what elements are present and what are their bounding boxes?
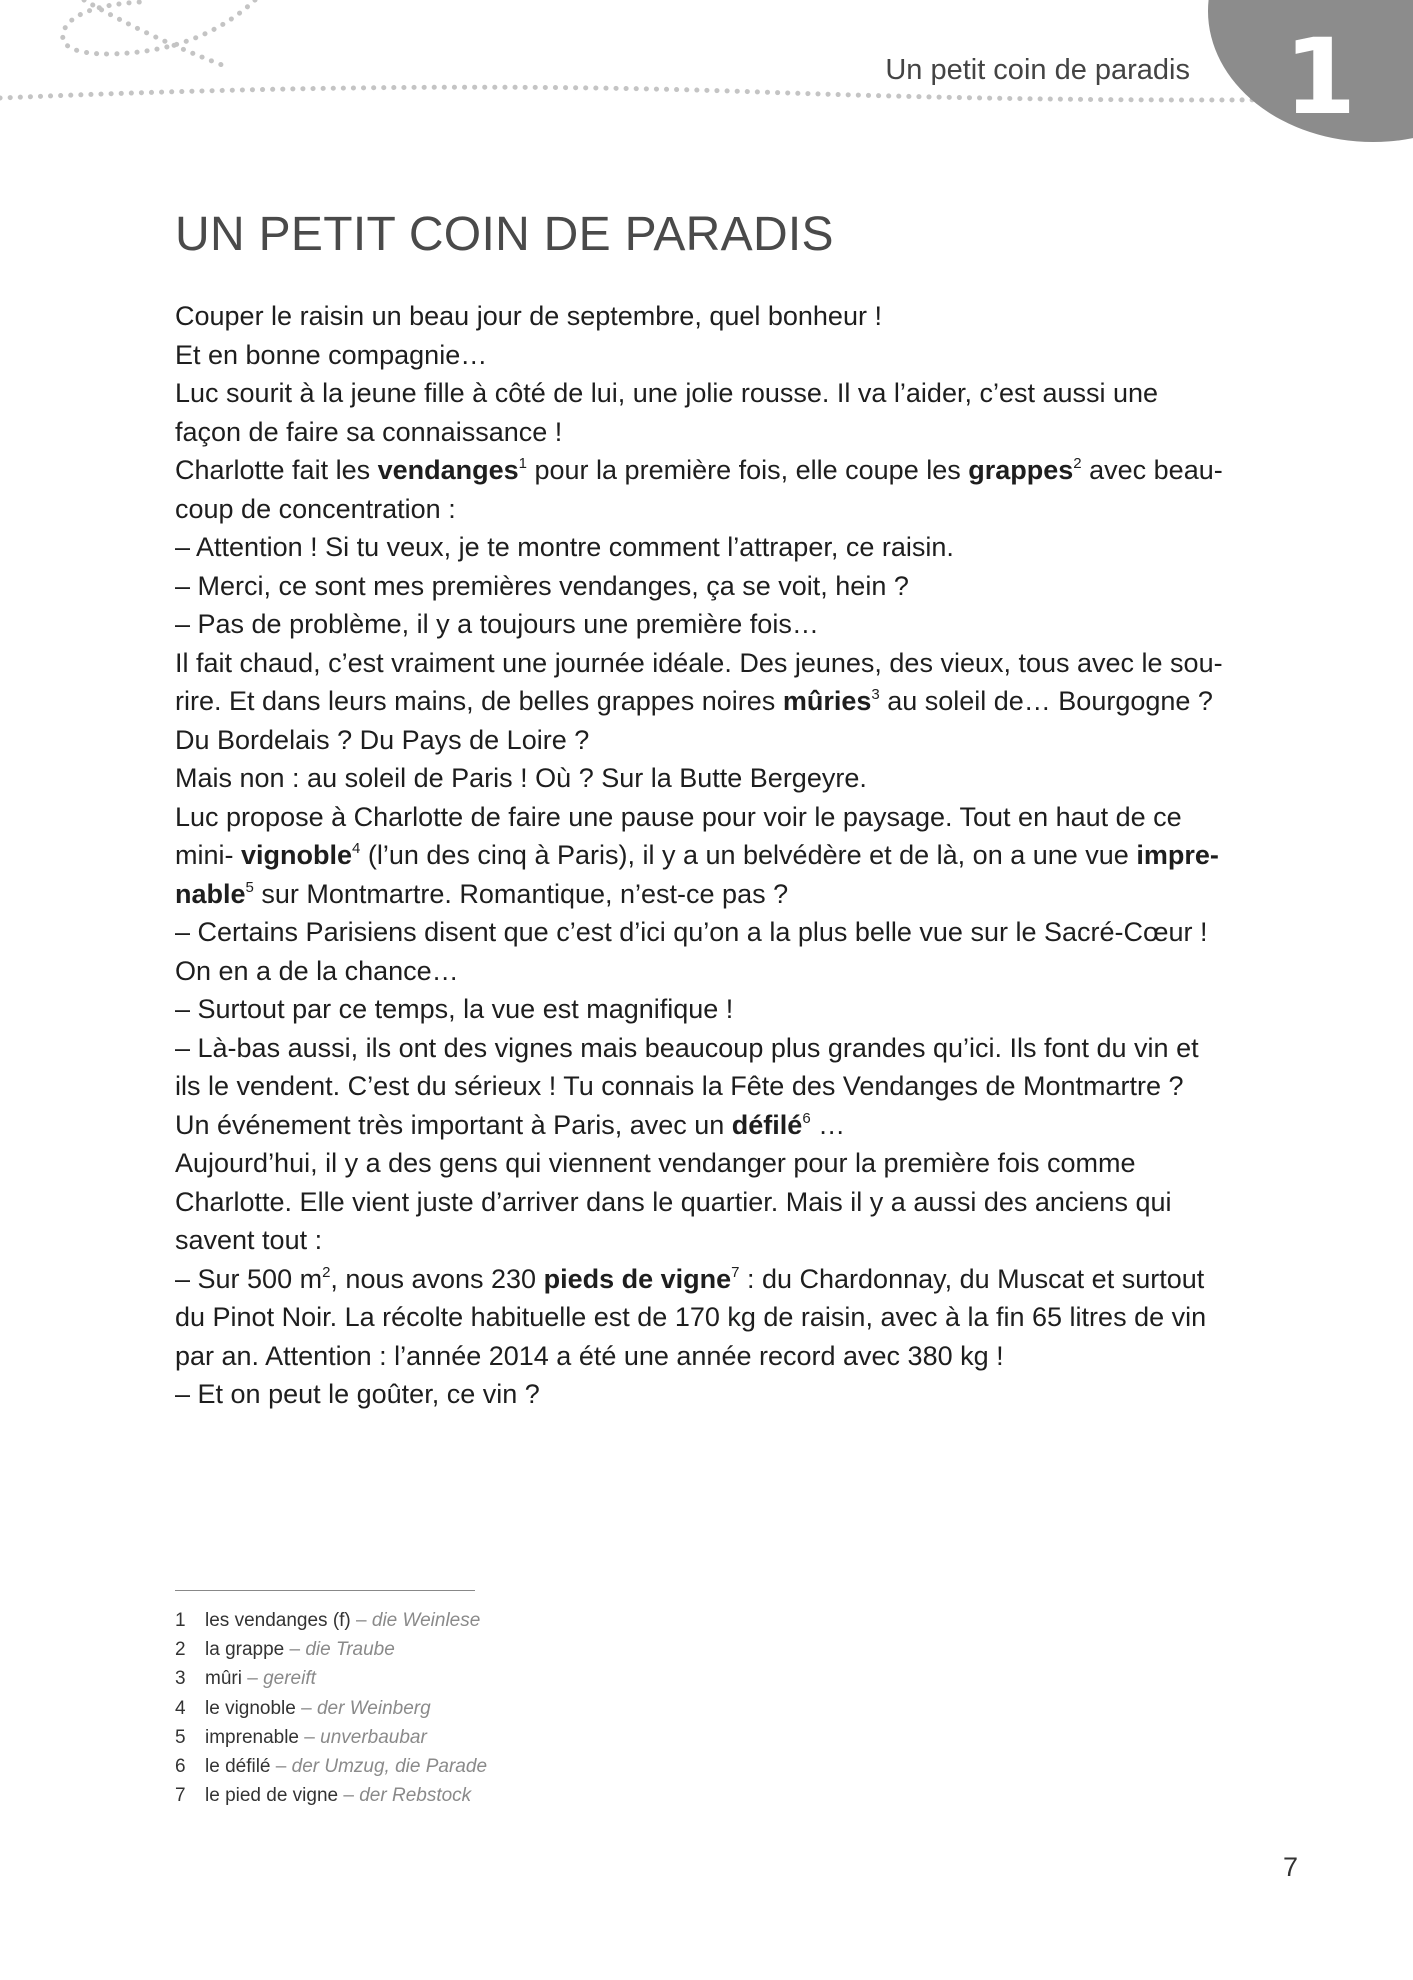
footnote-marker: 5 bbox=[245, 878, 254, 896]
text-run: Aujourd’hui, il y a des gens qui viennent vendanger pour la première fois comme bbox=[175, 1148, 1136, 1178]
body-line bbox=[175, 798, 1295, 837]
glossary-term: impre- bbox=[1136, 840, 1219, 870]
footnote-number: 7 bbox=[175, 1785, 186, 1807]
footnote-item bbox=[175, 1781, 487, 1810]
glossary-term: grappes bbox=[968, 455, 1074, 485]
footnote-item bbox=[175, 1723, 487, 1752]
footnote-translation: der Rebstock bbox=[359, 1785, 472, 1807]
footnote-marker: 2 bbox=[1073, 455, 1082, 472]
footnote-translation: gereift bbox=[263, 1668, 316, 1690]
body-line bbox=[175, 952, 1295, 991]
body-line bbox=[175, 605, 1295, 644]
body-line bbox=[175, 1183, 1295, 1222]
footnote-separator: – bbox=[350, 1610, 372, 1631]
text-run: – Surtout par ce temps, la vue est magnifique ! bbox=[175, 994, 734, 1024]
running-head: Un petit coin de paradis bbox=[885, 54, 1190, 86]
text-run: Il fait chaud, c’est vraiment une journée idéale. Des jeunes, des vieux, tous avec le sou- bbox=[175, 647, 1223, 678]
text-run: pour la première fois, elle coupe les bbox=[527, 455, 969, 485]
footnote-marker: 6 bbox=[802, 1109, 811, 1127]
text-run: … bbox=[810, 1109, 846, 1140]
footnote-number: 5 bbox=[175, 1726, 186, 1748]
text-run: Luc sourit à la jeune fille à côté de lui, une jolie rousse. Il va l’aider, c’est aussi une bbox=[175, 378, 1159, 408]
footnote-term: imprenable bbox=[205, 1726, 299, 1748]
footnote-term: le défilé bbox=[205, 1755, 271, 1777]
footnote-separator: – bbox=[241, 1668, 264, 1690]
body-line bbox=[175, 1106, 1295, 1145]
body-line bbox=[175, 1337, 1295, 1376]
footnote-number: 1 bbox=[175, 1610, 186, 1631]
body-line bbox=[175, 1375, 1295, 1414]
body-line bbox=[175, 875, 1295, 914]
text-run: savent tout : bbox=[175, 1225, 323, 1255]
body-line bbox=[175, 528, 1295, 567]
footnote-marker: 7 bbox=[731, 1263, 740, 1281]
footnote-marker: 4 bbox=[352, 840, 361, 857]
glossary-term: défilé bbox=[731, 1109, 803, 1140]
footnote-separator: – bbox=[338, 1785, 360, 1807]
text-run: – Et on peut le goûter, ce vin ? bbox=[175, 1379, 540, 1409]
body-line bbox=[175, 990, 1295, 1029]
footnote-number: 2 bbox=[175, 1639, 186, 1661]
page-number: 7 bbox=[1282, 1852, 1298, 1882]
text-run: – Merci, ce sont mes premières vendanges, ça se voit, hein ? bbox=[175, 570, 909, 601]
text-run: au soleil de… Bourgogne ? bbox=[879, 686, 1213, 716]
text-run: du Pinot Noir. La récolte habituelle est de 170 kg de raisin, avec à la fin 65 litres de vin bbox=[175, 1302, 1207, 1332]
body-line bbox=[175, 1298, 1295, 1337]
body-line bbox=[175, 913, 1295, 952]
body-line bbox=[175, 644, 1295, 683]
footnote-translation: der Umzug, die Parade bbox=[291, 1755, 488, 1777]
glossary-term: vendanges bbox=[377, 455, 519, 485]
text-run: On en a de la chance… bbox=[175, 955, 459, 986]
text-run: – Attention ! Si tu veux, je te montre comment l’attraper, ce raisin. bbox=[175, 532, 954, 562]
text-run: sur Montmartre. Romantique, n’est-ce pas ? bbox=[253, 878, 789, 909]
footnote-translation: unverbaubar bbox=[320, 1726, 427, 1748]
body-line bbox=[175, 374, 1295, 413]
footnote-number: 6 bbox=[175, 1755, 186, 1777]
text-run: Couper le raisin un beau jour de septembre, quel bonheur ! bbox=[175, 301, 882, 331]
text-run: Et en bonne compagnie… bbox=[175, 339, 488, 370]
text-run: , nous avons 230 bbox=[330, 1263, 544, 1294]
body-line bbox=[175, 567, 1295, 606]
footnote-item bbox=[175, 1752, 487, 1781]
footnote-separator: – bbox=[284, 1639, 306, 1661]
footnote-term: les vendanges (f) bbox=[205, 1610, 351, 1631]
decorative-dotted-swirl bbox=[0, 0, 1413, 150]
body-line bbox=[175, 490, 1295, 529]
text-run: – Pas de problème, il y a toujours une première fois… bbox=[175, 609, 819, 639]
text-run: façon de faire sa connaissance ! bbox=[175, 416, 563, 447]
body-line bbox=[175, 759, 1295, 798]
text-run: mini- bbox=[175, 840, 241, 870]
body-line bbox=[175, 297, 1295, 336]
footnote-number: 3 bbox=[175, 1668, 186, 1690]
body-line bbox=[175, 451, 1295, 490]
footnote-item bbox=[175, 1664, 487, 1693]
text-run: ils le vendent. C’est du sérieux ! Tu connais la Fête des Vendanges de Montmartre ? bbox=[175, 1071, 1184, 1101]
footnote-marker: 2 bbox=[322, 1263, 331, 1281]
text-run: coup de concentration : bbox=[175, 493, 456, 524]
text-run: Charlotte fait les bbox=[175, 455, 378, 485]
footnote-number: 4 bbox=[175, 1697, 186, 1719]
text-run: Du Bordelais ? Du Pays de Loire ? bbox=[175, 724, 590, 755]
footnote-translation: der Weinberg bbox=[316, 1697, 431, 1719]
glossary-term: vignoble bbox=[241, 840, 353, 870]
text-run: Un événement très important à Paris, avec un bbox=[175, 1109, 732, 1140]
body-line bbox=[175, 836, 1295, 875]
footnote-translation: die Weinlese bbox=[371, 1610, 481, 1631]
page-title: UN PETIT COIN DE PARADIS bbox=[175, 208, 834, 261]
text-run: – Certains Parisiens disent que c’est d’ici qu’on a la plus belle vue sur le Sacré-Cœur ! bbox=[175, 917, 1208, 947]
footnote-term: mûri bbox=[205, 1668, 242, 1690]
glossary-term: nable bbox=[175, 878, 246, 909]
footnote-item bbox=[175, 1635, 487, 1664]
footnote-separator: – bbox=[299, 1726, 321, 1748]
text-run: par an. Attention : l’année 2014 a été une année record avec 380 kg ! bbox=[175, 1340, 1004, 1371]
text-run: Mais non : au soleil de Paris ! Où ? Sur la Butte Bergeyre. bbox=[175, 763, 867, 793]
text-run: : du Chardonnay, du Muscat et surtout bbox=[739, 1263, 1205, 1294]
footnote-marker: 3 bbox=[871, 686, 880, 703]
text-run: avec beau- bbox=[1081, 455, 1223, 485]
body-line bbox=[175, 413, 1295, 452]
footnotes bbox=[175, 1606, 487, 1810]
footnote-term: la grappe bbox=[205, 1639, 285, 1661]
footnote-item bbox=[175, 1606, 487, 1635]
text-run: rire. Et dans leurs mains, de belles grappes noires bbox=[175, 686, 783, 716]
text-run: – Là-bas aussi, ils ont des vignes mais beaucoup plus grandes qu’ici. Ils font du vin et bbox=[175, 1032, 1199, 1063]
text-run: Luc propose à Charlotte de faire une pause pour voir le paysage. Tout en haut de ce bbox=[175, 801, 1182, 832]
footnote-term: le pied de vigne bbox=[205, 1785, 339, 1807]
body-line bbox=[175, 1029, 1295, 1068]
body-line bbox=[175, 1144, 1295, 1183]
body-line bbox=[175, 1221, 1295, 1260]
footnote-separator: – bbox=[295, 1697, 317, 1719]
text-run: (l’un des cinq à Paris), il y a un belvédère et de là, on a une vue bbox=[360, 840, 1137, 870]
text-run: Charlotte. Elle vient juste d’arriver dans le quartier. Mais il y a aussi des anciens qui bbox=[175, 1186, 1172, 1217]
footnote-marker: 1 bbox=[518, 455, 527, 472]
body-line bbox=[175, 336, 1295, 375]
body-line bbox=[175, 721, 1295, 760]
footnote-separator: – bbox=[270, 1755, 292, 1777]
body-line bbox=[175, 1260, 1295, 1299]
glossary-term: mûries bbox=[782, 686, 872, 716]
footnote-term: le vignoble bbox=[205, 1697, 296, 1719]
footnote-divider bbox=[175, 1590, 475, 1591]
body-line bbox=[175, 682, 1295, 721]
glossary-term: pieds de vigne bbox=[543, 1263, 732, 1294]
body-line bbox=[175, 1067, 1295, 1106]
article-body bbox=[175, 297, 1295, 1414]
footnote-translation: die Traube bbox=[305, 1639, 395, 1661]
text-run: – Sur 500 m bbox=[175, 1263, 323, 1294]
chapter-number: 1 bbox=[1283, 16, 1357, 138]
footnote-item bbox=[175, 1694, 487, 1723]
